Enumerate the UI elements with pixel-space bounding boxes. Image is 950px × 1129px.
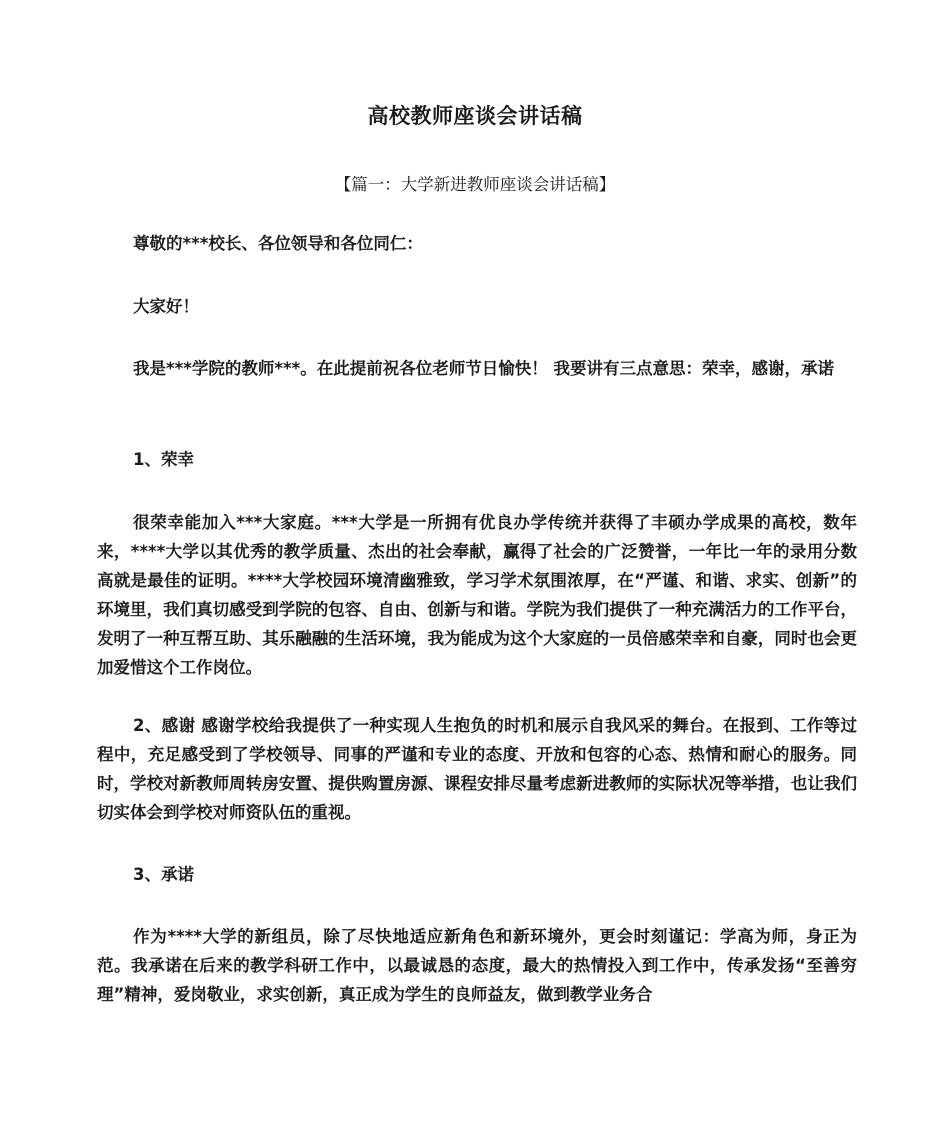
section-heading-honor: 1、荣幸 (133, 450, 194, 469)
section-heading-promise: 3、承诺 (133, 865, 194, 884)
thanks-paragraph: 2、感谢 感谢学校给我提供了一种实现人生抱负的时机和展示自我风采的舞台。在报到、工作等过程中，充足感受到了学校领导、同事的严谨和专业的态度、开放和包容的心态、热情和耐心的服务。同时，学校对新教师周转房安置、提供购置房源、课程安排尽量考虑新进教师的实际状况等举措，也让我们切实体会到学校对师资队伍的重视。 (97, 716, 857, 822)
hello-paragraph: 大家好！ (133, 297, 199, 316)
document-title: 高校教师座谈会讲话稿 (367, 104, 583, 128)
promise-paragraph: 作为****大学的新组员，除了尽快地适应新角色和新环境外，更会时刻谨记：学高为师，身正为范。我承诺在后来的教学科研工作中，以最诚恳的态度，最大的热情投入到工作中，传承发扬“至善穷理”精神，爱岗敬业，求实创新，真正成为学生的良师益友，做到教学业务合 (97, 927, 857, 1004)
honor-paragraph: 很荣幸能加入***大家庭。***大学是一所拥有优良办学传统并获得了丰硕办学成果的高校，数年来，****大学以其优秀的教学质量、杰出的社会奉献，赢得了社会的广泛赞誉，一年比一年的录用分数高就是最佳的证明。****大学校园环境清幽雅致，学习学术氛围浓厚，在“严谨、和谐、求实、创新”的环境里，我们真切感受到学院的包容、自由、创新与和谐。学院为我们提供了一种充满活力的工作平台，发明了一种互帮互助、其乐融融的生活环境，我为能成为这个大家庭的一员倍感荣幸和自豪，同时也会更加爱惜这个工作岗位。 (97, 513, 857, 677)
intro-paragraph: 我是***学院的教师***。在此提前祝各位老师节日愉快！ 我要讲有三点意思：荣幸，感谢，承诺 (133, 359, 835, 378)
greeting-paragraph: 尊敬的***校长、各位领导和各位同仁： (133, 234, 423, 253)
document-subtitle: 【篇一：大学新进教师座谈会讲话稿】 (334, 175, 616, 194)
